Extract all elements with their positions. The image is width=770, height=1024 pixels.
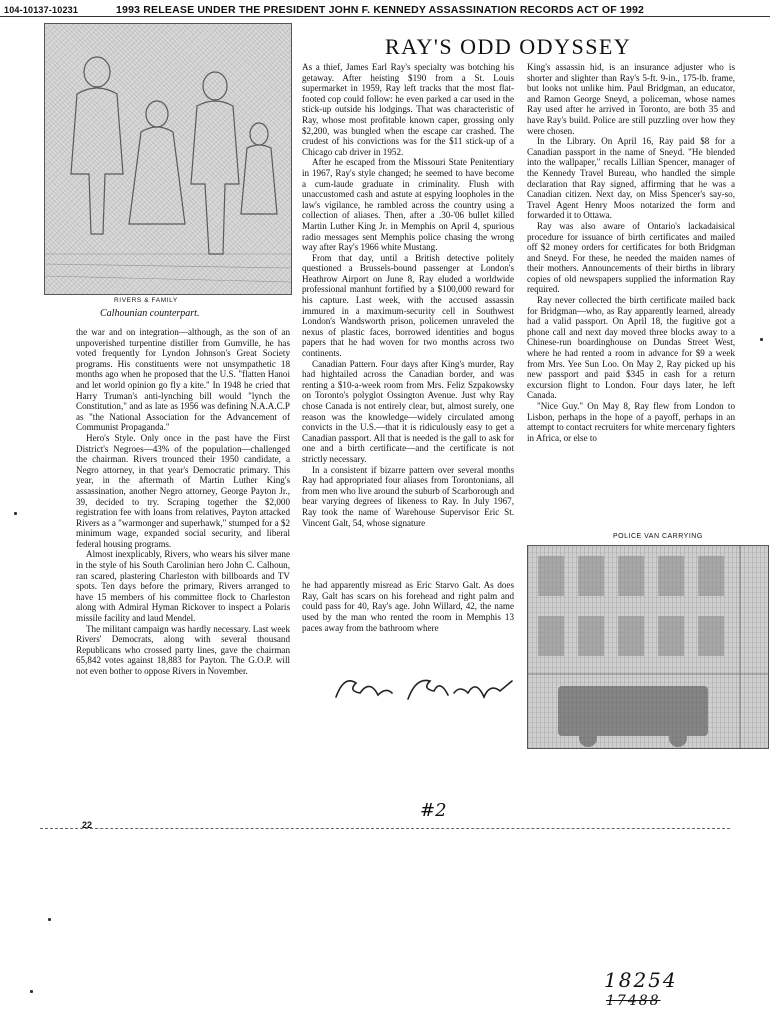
struck-number: 17488 bbox=[606, 993, 661, 1009]
column-2 bbox=[302, 62, 514, 633]
margin-mark bbox=[760, 338, 763, 341]
release-header bbox=[0, 0, 770, 18]
galt-signature bbox=[330, 669, 520, 711]
paragraph: Almost inexplicably, Rivers, who wears his silver mane in the style of his South Carolinian hero John C. Calhoun, ran scared, plastering Charleston with billboards and TV spots. Ten days before the primary, Rivers arranged to have 15 members of his committee flock to Charleston along with Admiral Hyman Rickover to inspect a Polaris missile facility and laud Mendel. bbox=[76, 549, 290, 624]
photo-caption: Calhounian counterpart. bbox=[100, 308, 200, 319]
photo-figures bbox=[45, 24, 291, 294]
rivers-family-photo bbox=[44, 23, 292, 295]
photo-credit: RIVERS & FAMILY bbox=[114, 297, 178, 304]
photo-building bbox=[528, 546, 768, 748]
paragraph: King's assassin hid, is an insurance adjuster who is shorter and slighter than Ray's 5-ft. 9-in., 175-lb. frame, but looks not unlike him. Paul Bridgman, an educator, and Ramon George Sneyd, a policeman, whose names Ray used after he arrived in Toronto, are both 35 and have Ray's build. Police are still puzzling over how they were chosen. bbox=[527, 62, 735, 136]
handwritten-mark: #2 bbox=[420, 800, 447, 821]
paragraph: After he escaped from the Missouri State Penitentiary in 1967, Ray's style changed; he seemed to have become a cum-laude graduate in criminality. Flush with unaccustomed cash and astute at espying loopholes in the law's vigilance, he rambled across the country using a collection of aliases. Then, after a .30-'06 bullet killed Martin Luther King Jr. in Memphis on April 4, spurious radio messages sent Memphis police chasing the wrong way after Ray's 1966 white Mustang. bbox=[302, 157, 514, 253]
paragraph: Ray never collected the birth certificate mailed back for Bridgman—who, as Ray apparently learned, already had a valid passport. On April 18, the fugitive got a phone call and next day moved three blocks away to a Chinese-run boardinghouse on Dundas Street West, where he had rented a room in advance for $9 a week from Mrs. Yee Sun Loo. On May 2, Ray picked up his new passport and paid $345 in cash for a return excursion flight to London. Four days later, he left Canada. bbox=[527, 295, 735, 401]
paragraph: Ray was also aware of Ontario's lackadaisical procedure for issuance of birth certificates and mailed off $2 money orders for certificates for both Bridgman and Sneyd. For these, he needed the maiden names of their mothers. Announcements of their births in library copies of old newspapers supplied the information Ray required. bbox=[527, 220, 735, 295]
police-van-photo bbox=[527, 545, 769, 749]
paragraph: In the Library. On April 16, Ray paid $8 for a Canadian passport in the name of Sneyd. "He blended into the wallpaper," recalls Lillian Spencer, manager of the Kennedy Travel Bureau, who handled the simple declaration that Ray signed, affirming that he was a Canadian citizen. Next day, on Miss Spencer's say-so, Travel Agent Henry Moos notarized the form and forwarded it to Ottawa. bbox=[527, 136, 735, 221]
signature-gap bbox=[302, 528, 514, 580]
paragraph: As a thief, James Earl Ray's specialty was botching his getaway. After heisting $190 from a St. Louis supermarket in 1959, Ray left tracks that the most flat-footed cop could follow: he even parked a car used in the stick-up outside his lodgings. That was characteristic of Ray, whose most profitable known caper, grossing only $2,200, was bungled when the escape car crashed. The crudest of his convictions was for the $11 stick-up of a Chicago cab driver in 1952. bbox=[302, 62, 514, 157]
paragraph: he had apparently misread as Eric Starvo Galt. As does Ray, Galt has scars on his forehead and right palm and could pass for 40, Ray's age. John Willard, 42, the name used by the man who rented the room in Memphis 13 paces away from the bathroom where bbox=[302, 580, 514, 633]
margin-mark bbox=[48, 918, 51, 921]
column-1 bbox=[76, 327, 290, 677]
margin-mark bbox=[14, 512, 17, 515]
paragraph: In a consistent if bizarre pattern over several months Ray had appropriated four aliases from Torontonians, all from men who live around the suburb of Scarborough and bear varying degrees of likeness to Ray. In July 1967, Ray took the name of Warehouse Supervisor Eric St. Vincent Galt, 54, whose signature bbox=[302, 464, 514, 528]
signature-scrawl bbox=[330, 669, 520, 711]
paragraph: From that day, until a British detective politely questioned a Brussels-bound passenger at London's Heathrow Airport on June 8, Ray eluded a worldwide professional manhunt fortified by a $100,000 reward for his capture. Last week, with the accused assassin immured in a maximum-security cell in Southwest London's Wandsworth prison, policemen unraveled the nexus of plastic faces, borrowed identities and bogus papers that he had woven for two months across two continents. bbox=[302, 252, 514, 359]
paragraph: Canadian Pattern. Four days after King's murder, Ray had hightailed across the Canadian border, and was renting a $10-a-week room from Mrs. Feliz Szpakowsky on Toronto's polyglot Ossington Avenue. Just why Ray chose Canada is not entirely clear, but, almost surely, one reason was the knowledge—widely circulated among convicts in the U.S.—that it is ridiculously easy to get a Canadian passport. All that is needed is the gall to ask for one and a birth certificate—and the certificate is not strictly necessary. bbox=[302, 358, 514, 464]
paragraph: The militant campaign was hardly necessary. Last week Rivers' Democrats, along with several thousand Republicans who crossed party lines, gave the chairman 65,842 votes against 18,883 for Payton. The G.O.P. will not even bother to oppose Rivers in November. bbox=[76, 623, 290, 676]
paragraph: the war and on integration—although, as the son of an unpoverished turpentine distiller from Gumville, he has voted frequently for Lyndon Johnson's Great Society programs. His constituents were not unsympathetic 18 months ago when he proposed that the U.S. "flatten Hanoi and let world opinion go fly a kite." In 1948 he cried that Harry Truman's anti-lynching bill would "lynch the Constitution," and as late as 1956 was defining N.A.A.C.P as "the National Association for the Advancement of Communist Propaganda." bbox=[76, 327, 290, 433]
column-3 bbox=[527, 62, 735, 443]
margin-mark bbox=[30, 990, 33, 993]
article-title: RAY'S ODD ODYSSEY bbox=[385, 34, 632, 59]
page-number: 22 bbox=[82, 820, 93, 830]
paragraph: Hero's Style. Only once in the past have the First District's Negroes—43% of the population—challenged the chairman. Rivers trounced their 1950 candidate, a Negro attorney, in that year's Democratic primary. This year, in the aftermath of Martin Luther King's assassination, another Negro attorney, George Payton Jr., 39, decided to try. Scraping together the $2,000 registration fee with loans from relatives, Payton attacked Rivers as a "warmonger and superhawk," stumped for a $2 minimum wage, expanded social security, and liberal federal housing programs. bbox=[76, 432, 290, 549]
header-rule bbox=[0, 16, 770, 17]
handwritten-number: 18254 bbox=[604, 968, 678, 992]
release-statement: 1993 RELEASE UNDER THE PRESIDENT JOHN F. KENNEDY ASSASSINATION RECORDS ACT OF 1992 bbox=[116, 4, 645, 16]
paragraph: "Nice Guy." On May 8, Ray flew from London to Lisbon, perhaps in the hope of a payoff, perhaps in an attempt to contact recruiters for white mercenary fighters in Africa, or else to bbox=[527, 401, 735, 443]
photo-label: POLICE VAN CARRYING bbox=[613, 533, 703, 540]
page-divider bbox=[40, 828, 730, 829]
document-id: 104-10137-10231 bbox=[4, 5, 79, 15]
